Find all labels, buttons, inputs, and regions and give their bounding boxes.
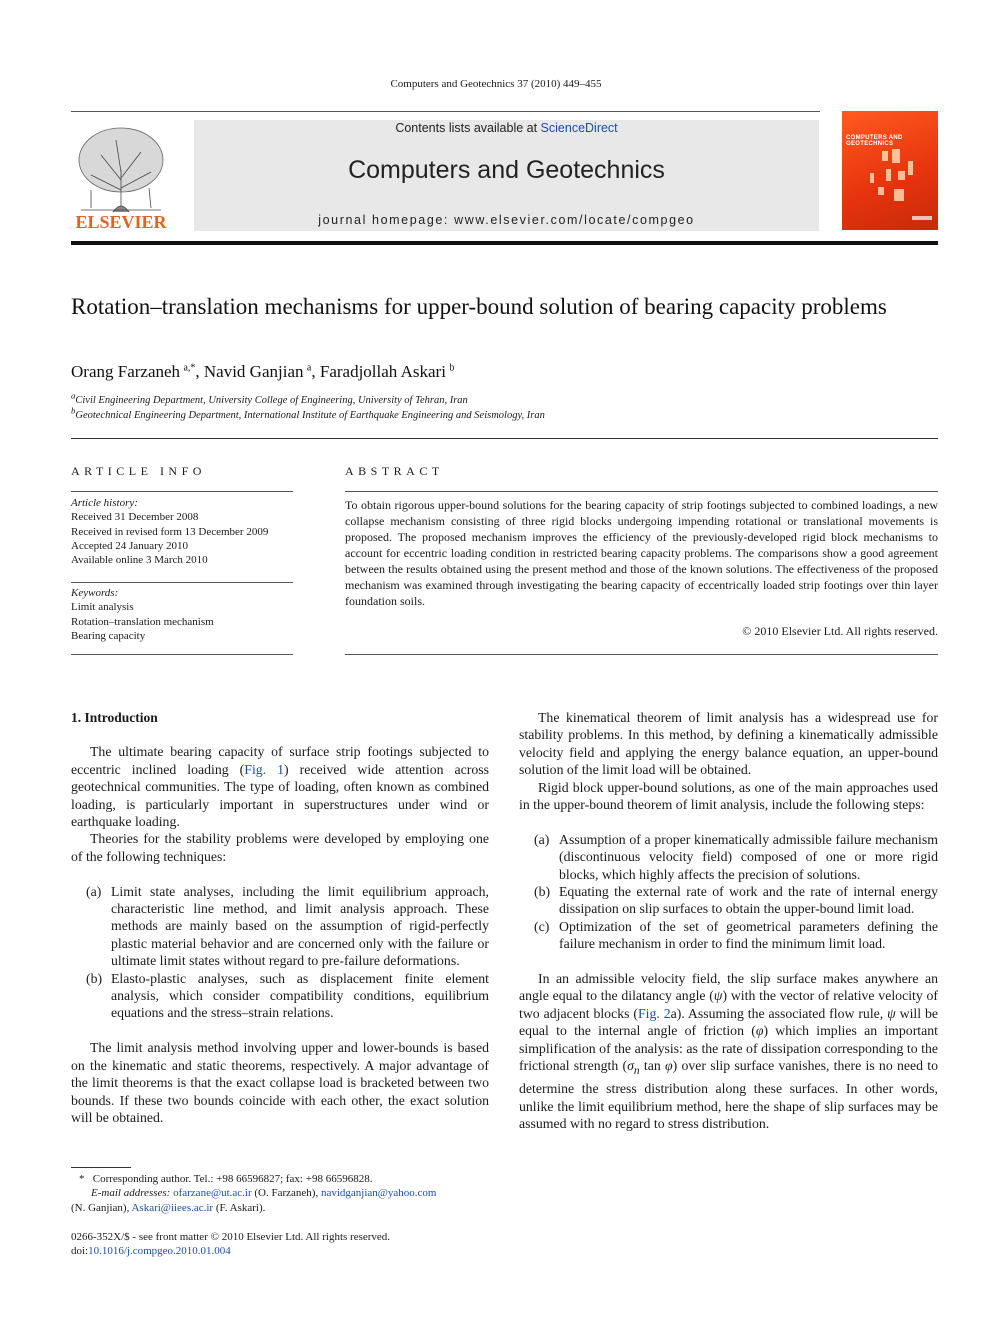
journal-citation: Computers and Geotechnics 37 (2010) 449–455 [390, 78, 602, 90]
email-owner: (O. Farzaneh), [251, 1187, 321, 1200]
author-affil-sup[interactable]: b [449, 362, 455, 374]
text-run: tan [639, 1058, 665, 1074]
abstract-rule [345, 654, 938, 655]
keyword: Bearing capacity [71, 629, 146, 642]
math-symbol: ψ [713, 988, 723, 1004]
body-paragraph [71, 743, 489, 830]
email-link[interactable]: ofarzane@ut.ac.ir [173, 1187, 252, 1200]
steps-list [534, 831, 938, 953]
body-column-right [519, 709, 938, 1132]
footnote-star: * [79, 1173, 85, 1185]
keywords-label: Keywords: [71, 587, 119, 599]
text-run: ) over slip surface vanishes, there is no need to determine the stress distribution along these surfaces. In other words, unlike the limit equilibrium method, here the shape of slip surfaces may be assumed with no regard to stress distribution. [519, 1058, 938, 1132]
header-rule-top [71, 111, 820, 112]
affiliation-b [71, 405, 545, 421]
email-link[interactable]: navidganjian@yahoo.com [320, 1187, 437, 1200]
keyword: Rotation–translation mechanism [71, 615, 214, 628]
list-marker: (a) [534, 831, 550, 847]
keywords [71, 586, 296, 643]
affiliation-sup: a [71, 390, 76, 401]
email-owner: (F. Askari). [213, 1201, 266, 1214]
math-symbol: φ [665, 1058, 673, 1074]
body-column-left [71, 709, 489, 1126]
math-symbol: ψ [887, 1005, 896, 1021]
header-rule-bottom [71, 241, 938, 245]
email-link[interactable]: Askari@iiees.ac.ir [131, 1201, 214, 1214]
author-affil-sup[interactable]: a,* [183, 362, 196, 374]
article-info-heading: ARTICLE INFO [71, 464, 206, 478]
text-run: ) with the vector of relative velocity of two adjacent blocks ( [519, 988, 938, 1021]
abstract-rule [345, 491, 938, 492]
journal-title: Computers and Geotechnics [348, 156, 665, 184]
history-item: Received in revised form 13 December 2009 [71, 525, 269, 538]
list-item [534, 883, 938, 918]
author-name[interactable]: Navid Ganjian [203, 362, 304, 381]
body-paragraph: Rigid block upper-bound solutions, as one of the main approaches used in the upper-bound theorem of limit analysis, include the following steps: [519, 779, 938, 813]
history-item: Available online 3 March 2010 [71, 554, 208, 567]
cover-title: COMPUTERS AND GEOTECHNICS [846, 135, 903, 147]
technique-list [86, 883, 489, 1022]
info-rule [71, 582, 293, 583]
doi-link[interactable]: 10.1016/j.compgeo.2010.01.004 [88, 1245, 231, 1258]
author-name[interactable]: Orang Farzaneh [71, 362, 181, 381]
issn-line: 0266-352X/$ - see front matter © 2010 Elsevier Ltd. All rights reserved. [71, 1231, 391, 1243]
body-paragraph [519, 970, 938, 1132]
journal-cover-thumbnail [842, 111, 938, 230]
cover-pattern-icon [842, 111, 938, 230]
body-paragraph: The limit analysis method involving upper and lower-bounds is based on the kinematic and static theorems, respectively. A major advantage of the limit theorems is that the exact collapse load is bracketed between two bounds. If these two bounds coincide with each other, the exact solution will be obtained. [71, 1040, 489, 1125]
list-item [86, 970, 489, 1022]
contents-prefix: Contents lists available at [395, 121, 541, 135]
corresponding-footnote [71, 1172, 489, 1215]
issn-doi [71, 1230, 489, 1259]
list-text: Assumption of a proper kinematically admissible failure mechanism (discontinuous velocity field) composed of one or more rigid blocks, which highly affects the precision of solutions. [559, 831, 938, 882]
list-text: Elasto-plastic analyses, such as displacement finite element analysis, which consider compatibility conditions, equilibrium equations and the stress–strain relations. [111, 970, 489, 1021]
doi-label: doi: [71, 1245, 89, 1258]
list-text: Limit state analyses, including the limit equilibrium approach, characteristic line method, and limit analysis approach. These methods are mainly based on the assumption of rigid-perfectly plastic material behavior and are concerned only with the failure or ultimate limit states without regard to pre-failure deformations. [111, 883, 489, 969]
info-rule [71, 654, 293, 655]
affiliation-a [71, 390, 468, 406]
text-run: ) which implies an important simplification of the analysis: as the rate of dissipation corresponding to the frictional strength ( [519, 1023, 938, 1074]
sciencedirect-link[interactable]: ScienceDirect [540, 121, 618, 135]
list-text: Equating the external rate of work and the rate of internal energy dissipation on slip surfaces to obtain the upper-bound limit load. [559, 884, 938, 917]
copyright-line: © 2010 Elsevier Ltd. All rights reserved. [742, 624, 938, 638]
footnote-rule [71, 1167, 131, 1168]
text-run: will be equal to the internal angle of friction ( [519, 1005, 938, 1039]
affiliation-rule [71, 438, 938, 439]
affiliation-sup: b [71, 405, 76, 416]
list-marker: (a) [86, 883, 102, 899]
body-paragraph: Theories for the stability problems were developed by employing one of the following techniques: [71, 831, 489, 864]
email-owner: (N. Ganjian), [71, 1201, 132, 1214]
article-title: Rotation–translation mechanisms for upper-bound solution of bearing capacity problems [71, 294, 887, 319]
article-history [71, 496, 296, 567]
body-paragraph: The kinematical theorem of limit analysis has a widespread use for stability problems. In this method, by defining a kinematically admissible velocity field and applying the energy balance equation, an upper-bound solution of the limit load will be obtained. [519, 710, 938, 778]
abstract-text: To obtain rigorous upper-bound solutions for the bearing capacity of strip footings subjected to combined loadings, a new collapse mechanism consisting of three rigid blocks undergoing impending rotational or translational movements is proposed. The proposed mechanism improves the efficiency of the previously-developed rigid block mechanisms to account for eccentric loading condition in restricted bearing capacity problems. The comparisons show a good agreement between the results obtained using the present method and those of the known solutions. The effectiveness of the proposed mechanism was examined through investigating the bearing capacity of eccentrically loaded strip footings over thin layer foundation soils. [345, 498, 938, 608]
figure-link[interactable]: Fig. 1 [244, 761, 285, 777]
footnote-corresponding: Corresponding author. Tel.: +98 66596827; fax: +98 66596828. [92, 1173, 373, 1185]
math-symbol: σ [627, 1058, 634, 1074]
text-run: In an admissible velocity field, the slip surface makes anywhere an angle equal to the dilatancy angle ( [519, 971, 938, 1004]
author-name[interactable]: Faradjollah Askari [319, 362, 446, 381]
text-run: a). Assuming the associated flow rule, [670, 1005, 888, 1021]
author-list: Orang Farzaneh $^{a,*}$, Navid Ganjian $^a$, Faradjollah Askari $^b$ [71, 362, 455, 381]
list-item [534, 831, 938, 883]
abstract-heading: ABSTRACT [345, 464, 444, 478]
list-item [534, 918, 938, 953]
list-marker: (c) [534, 918, 550, 934]
affiliation-text: Civil Engineering Department, University College of Engineering, University of Tehran, Iran [75, 395, 468, 406]
info-rule [71, 491, 293, 492]
math-subscript: n [633, 1064, 640, 1077]
list-marker: (b) [534, 884, 551, 900]
section-heading: 1. Introduction [71, 710, 158, 725]
list-item [86, 883, 489, 970]
email-label: E-mail addresses: [91, 1187, 171, 1200]
history-item: Accepted 24 January 2010 [71, 539, 188, 552]
figure-link[interactable]: Fig. 2 [637, 1005, 671, 1021]
journal-homepage[interactable]: journal homepage: www.elsevier.com/locate/compgeo [318, 213, 695, 227]
text-run: The ultimate bearing capacity of surface strip footings subjected to eccentric inclined loading ( [71, 744, 489, 777]
affiliation-text: Geotechnical Engineering Department, International Institute of Earthquake Engineering and Seismology, Iran [75, 410, 545, 421]
contents-line [194, 121, 819, 135]
keyword: Limit analysis [71, 601, 134, 614]
author-affil-sup[interactable]: a [306, 362, 312, 374]
math-symbol: φ [755, 1023, 764, 1039]
history-label: Article history: [71, 497, 138, 509]
history-item: Received 31 December 2008 [71, 511, 199, 524]
list-marker: (b) [86, 970, 103, 986]
elsevier-wordmark: ELSEVIER [75, 212, 167, 232]
text-run: ) received wide attention across geotechnical communities. The type of loading, often known as combined loading, is particularly important in superstructures under wind or earthquake loading. [71, 761, 490, 830]
list-text: Optimization of the set of geometrical parameters defining the failure mechanism in order to find the minimum limit load. [559, 918, 938, 952]
